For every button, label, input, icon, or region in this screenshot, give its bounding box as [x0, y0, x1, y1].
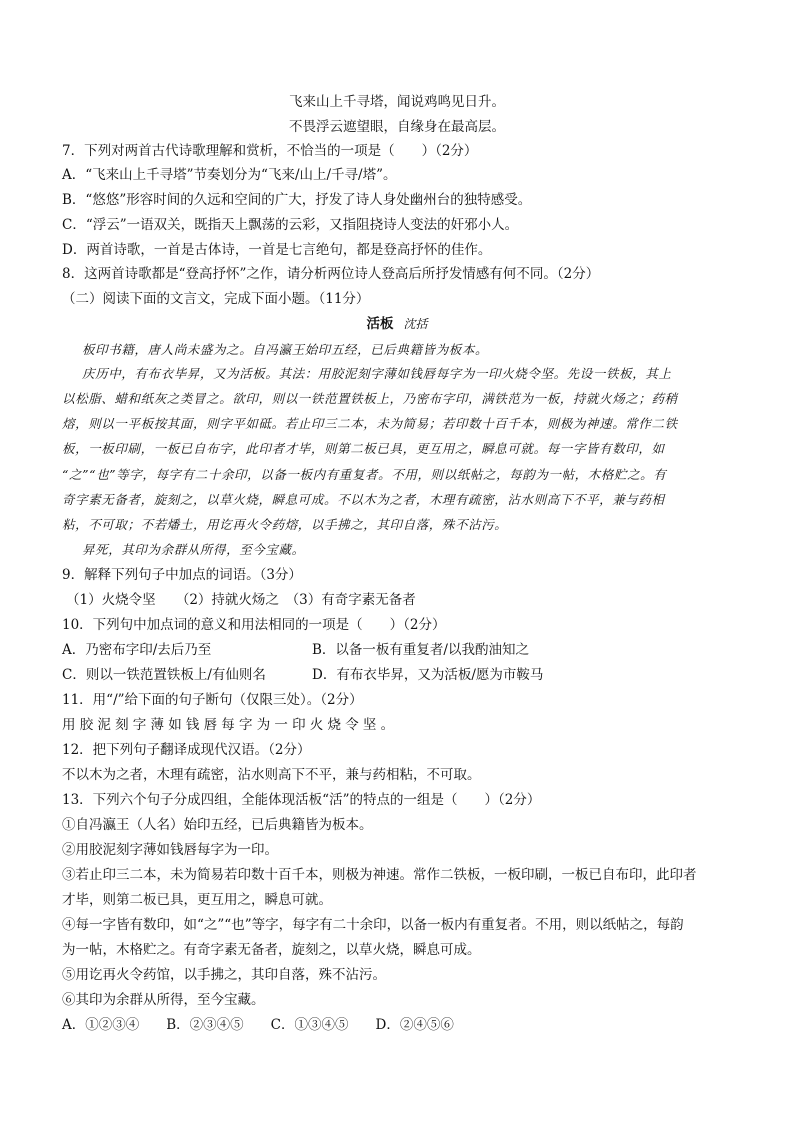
- question-10-stem: 10．下列句中加点词的意义和用法相同的一项是（ ）（2分）: [62, 617, 446, 633]
- poem-line-2: 不畏浮云遮望眼，自缘身在最高层。: [289, 119, 505, 135]
- passage-line-5: 板，一板印刷，一板已自布字，此印者才毕，则第二板已具，更互用之，瞬息可就。每一字皆有数印，如: [62, 441, 665, 456]
- question-13-sentence-3b: 才毕，则第二板已具，更互用之，瞬息可就。: [62, 892, 332, 908]
- passage-title: 活板: [366, 316, 394, 332]
- question-9-stem: 9．解释下列句子中加点的词语。（3分）: [62, 567, 302, 583]
- question-13-sentence-4b: 为一帖，木格贮之。有奇字素无备者，旋刻之，以草火烧，瞬息可成。: [62, 942, 481, 958]
- passage-title-block: [0, 315, 794, 333]
- passage-line-1: 板印书籍，唐人尚未盛为之。自冯瀛王始印五经，已后典籍皆为板本。: [82, 342, 489, 357]
- question-7-stem: 7．下列对两首古代诗歌理解和赏析，不恰当的一项是（ ）（2分）: [62, 143, 478, 159]
- question-13-sentence-4a: ④每一字皆有数印，如“之”“也”等字，每字有二十余印，以备一板内有重复者。不用，则以纸帖之，每韵: [62, 917, 684, 933]
- question-13-options: A．①②③④ B．②③④⑤ C．①③④⑤ D．②④⑤⑥: [62, 1017, 454, 1033]
- passage-line-2: 庆历中，有布衣毕昇，又为活板。其法：用胶泥刻字薄如钱唇每字为一印火烧令坚。先设一铁板，其上: [82, 366, 672, 381]
- question-12-sentence: 不以木为之者，木理有疏密，沾水则高下不平，兼与药相粘，不可取。: [62, 767, 481, 783]
- section-2-heading: （二）阅读下面的文言文，完成下面小题。（11分）: [62, 291, 370, 307]
- question-10-option-b: B．以备一板有重复者/以我酌油知之: [312, 642, 529, 658]
- question-10-option-d: D．有布衣毕昇，又为活板/愿为市鞍马: [312, 667, 544, 683]
- question-13-sentence-1: ①自冯瀛王（人名）始印五经，已后典籍皆为板本。: [62, 817, 373, 833]
- passage-line-8: 粘，不可取；不若燔土，用讫再火令药熔，以手拂之，其印自落，殊不沾污。: [62, 517, 508, 532]
- question-13-sentence-6: ⑥其印为余群从所得，至今宝藏。: [62, 992, 265, 1008]
- passage-line-4: 熔，则以一平板按其面，则字平如砥。若止印三二本，未为简易；若印数十百千本，则极为神速。常作二铁: [62, 416, 678, 431]
- question-9-items: （1）火烧令坚 （2）持就火炀之 （3）有奇字素无备者: [66, 592, 416, 608]
- question-11-sentence: 用胶泥刻字薄如钱唇每字为一印火烧令坚。: [62, 717, 399, 733]
- passage-line-6: “之”“也”等字，每字有二十余印，以备一板内有重复者。不用，则以纸帖之，每韵为一帖，木格贮之。有: [62, 467, 667, 482]
- question-7-option-a: A．“飞来山上千寻塔”节奏划分为“飞来/山上/千寻/塔”。: [62, 167, 397, 183]
- passage-line-9: 昇死，其印为余群从所得，至今宝藏。: [82, 542, 305, 557]
- passage-author: 沈括: [403, 317, 428, 331]
- question-7-option-c: C．“浮云”一语双关，既指天上飘荡的云彩，又指阻挠诗人变法的奸邪小人。: [62, 217, 519, 233]
- question-10-option-a: A．乃密布字印/去后乃至: [62, 642, 212, 658]
- passage-line-7: 奇字素无备者，旋刻之，以草火烧，瞬息可成。不以木为之者，木理有疏密，沾水则高下不平，兼与药相: [62, 492, 665, 507]
- question-11-stem: 11．用“/”给下面的句子断句（仅限三处）。（2分）: [62, 692, 363, 708]
- question-8: 8．这两首诗歌都是“登高抒怀”之作，请分析两位诗人登高后所抒发情感有何不同。（2分）: [62, 266, 600, 282]
- passage-line-3: 以松脂、蜡和纸灰之类冒之。欲印，则以一铁范置铁板上，乃密布字印，满铁范为一板，持就火炀之；药稍: [62, 391, 678, 406]
- question-13-stem: 13．下列六个句子分成四组，全能体现活板“活”的特点的一组是（ ）（2分）: [62, 792, 541, 808]
- question-13-sentence-2: ②用胶泥刻字薄如钱唇每字为一印。: [62, 842, 278, 858]
- question-7-option-d: D．两首诗歌，一首是古体诗，一首是七言绝句，都是登高抒怀的佳作。: [62, 242, 492, 258]
- question-13-sentence-5: ⑤用讫再火令药馆，以手拂之，其印自落，殊不沾污。: [62, 967, 386, 983]
- question-10-option-c: C．则以一铁范置铁板上/有仙则名: [62, 667, 266, 683]
- poem-line-1: 飞来山上千寻塔，闻说鸡鸣见日升。: [289, 94, 505, 110]
- question-13-sentence-3a: ③若止印三二本，未为简易若印数十百千本，则极为神速。常作二铁板，一板印刷，一板已自布印，此印者: [62, 867, 697, 883]
- question-7-option-b: B．“悠悠”形容时间的久远和空间的广大，抒发了诗人身处幽州台的独特感受。: [62, 192, 532, 208]
- question-12-stem: 12．把下列句子翻译成现代汉语。（2分）: [62, 742, 311, 758]
